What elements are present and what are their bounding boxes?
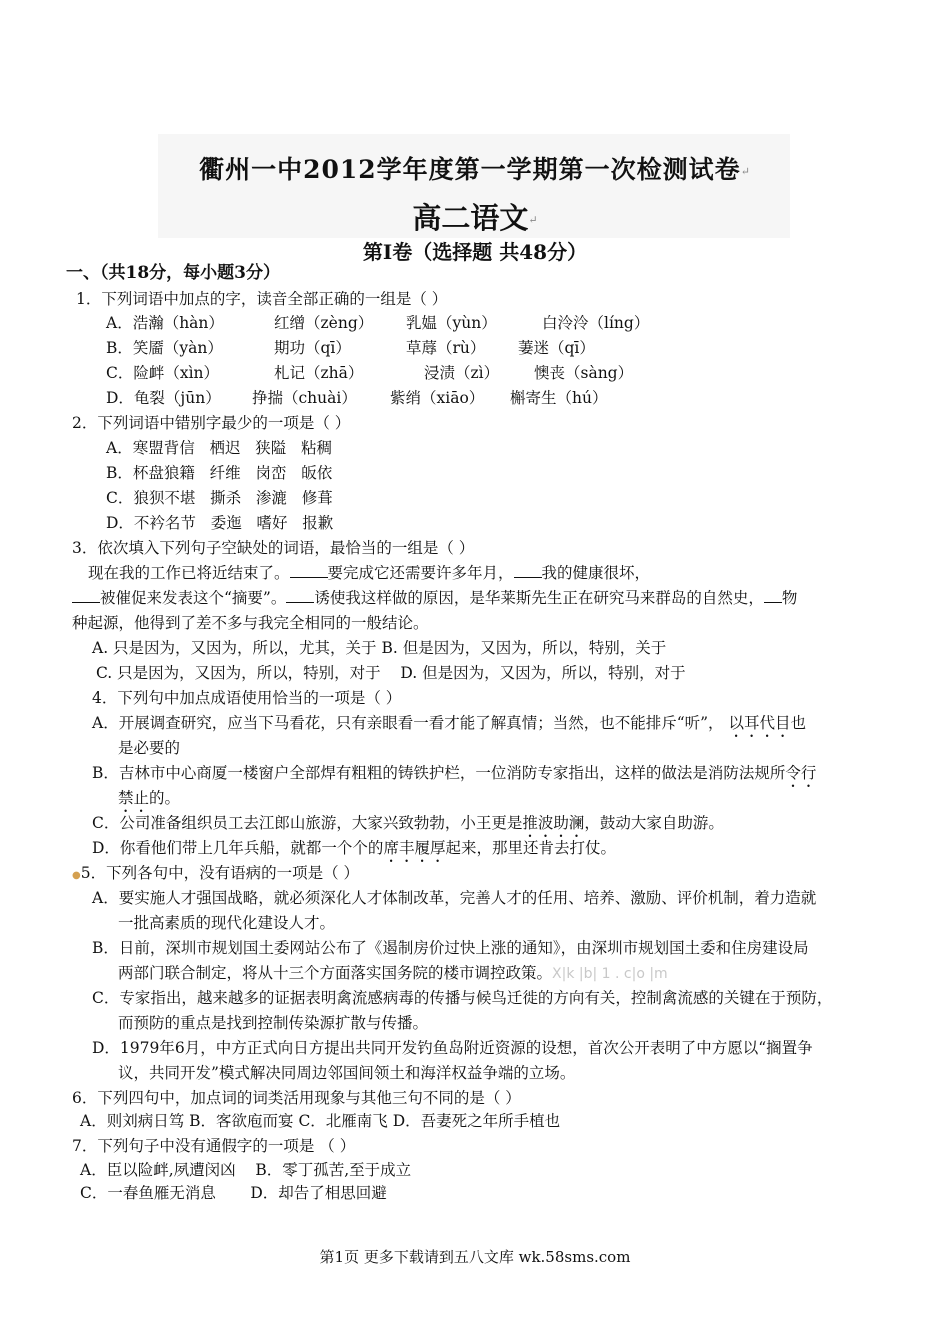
blank-3 (72, 588, 100, 603)
q3-passage-line2: 被催促来发表这个“摘要”。 诱使我这样做的原因，是华莱斯先生正在研究马来群岛的自然史， 物 (72, 587, 797, 609)
q7-stem: 7．下列句子中没有通假字的一项是 （ ） (72, 1137, 356, 1155)
q5-stem: ●5．下列各句中，没有语病的一项是（ ） (72, 864, 360, 882)
q1-option-b: B．笑靥（yàn） 期功（qī） 草蓐（rù） 萋迷（qī） (106, 339, 595, 357)
q1-option-c: C．险衅（xìn） 札记（zhā） 浸渍（zì） 懊丧（sàng） (106, 364, 634, 382)
q3-stem: 3．依次填入下列句子空缺处的词语，最恰当的一组是（ ） (72, 539, 475, 557)
q3-options-ab: A. 只是因为，又因为，所以，尤其，关于 B. 但是因为，又因为，所以，特别，关于 (92, 639, 667, 657)
q5-option-a: A．要实施人才强国战略，就必须深化人才体制改革，完善人才的任用、培养、激励、评价机制，着力造就 (92, 889, 817, 907)
q2-option-c: C．狼狈不堪 撕杀 渗漉 修葺 (106, 489, 333, 507)
q2-option-d: D．不衿名节 委迤 嗜好 报歉 (106, 514, 334, 532)
q5-option-d: D．1979年6月，中方正式向日方提出共同开发钓鱼岛附近资源的设想，首次公开表明了中方愿以“搁置争 (92, 1039, 813, 1057)
q3-passage-line1: 现在我的工作已将近结束了。 要完成它还需要许多年月， 我的健康很坏， (88, 564, 651, 582)
q4-option-d: D．你看他们带上几年兵船，就都一个个的席丰履厚起来，那里还肯去打仗。 (92, 839, 616, 857)
q4-option-b: B．吉林市中心商厦一楼窗户全部焊有粗粗的铸铁护栏，一位消防专家指出，这样的做法是消防法规所令行 (92, 764, 817, 782)
watermark-text: X|k |b| 1 . c|o |m (552, 966, 668, 982)
q4-option-a-cont: 是必要的 (118, 739, 181, 757)
q5-option-b: B．日前，深圳市规划国土委网站公布了《遏制房价过快上涨的通知》，由深圳市规划国土委和住房建设局 (92, 939, 809, 957)
q5-option-a-cont: 一批高素质的现代化建设人才。 (118, 914, 336, 932)
q5-option-b-cont: 两部门联合制定，将从十三个方面落实国务院的楼市调控政策。X|k |b| 1 . c|o |m (118, 964, 668, 982)
exam-title: 衢州一中2012学年度第一学期第一次检测试卷↵ (199, 155, 751, 184)
q1-option-a: A．浩瀚（hàn） 红缯（zèng） 乳媪（yùn） 白泠泠（líng） (106, 314, 650, 332)
q7-options-cd: C．一春鱼雁无消息 D．却告了相思回避 (80, 1184, 387, 1202)
q6-options: A．则刘病日笃 B．客欲庖而宴 C．北雁南飞 D．吾妻死之年所手植也 (80, 1112, 561, 1130)
q2-option-b: B．杯盘狼籍 纤维 岗峦 皈依 (106, 464, 333, 482)
q5-option-c: C．专家指出，越来越多的证据表明禽流感病毒的传播与候鸟迁徙的方向有关，控制禽流感的关键在于预防， (92, 989, 833, 1007)
q3-options-cd: C. 只是因为，又因为，所以，特别，对于 D. 但是因为，又因为，所以，特别，对于 (96, 664, 686, 682)
q7-options-ab: A．臣以险衅,夙遭闵凶 B．零丁孤苦,至于成立 (80, 1161, 412, 1179)
q2-stem: 2．下列词语中错别字最少的一项是（ ） (72, 414, 351, 432)
q6-stem: 6．下列四句中，加点词的词类活用现象与其他三句不同的是（ ） (72, 1089, 521, 1107)
blank-5 (764, 588, 782, 603)
subject-title: 高二语文↵ (412, 201, 538, 235)
q4-stem: 4．下列句中加点成语使用恰当的一项是（ ） (92, 689, 402, 707)
q4-option-b-cont: 禁止的。 (118, 789, 181, 807)
section-heading: 一、（共18分，每小题3分） (66, 263, 280, 283)
q1-option-d: D．龟裂（jūn） 挣揣（chuài） 紫绡（xiāo） 槲寄生（hú） (106, 389, 608, 407)
q4-option-a: A．开展调查研究，应当下马看花，只有亲眼看一看才能了解真情；当然，也不能排斥“听”， 以耳代目也 (92, 714, 807, 732)
blank-4 (286, 588, 314, 603)
blank-2 (514, 563, 542, 578)
q1-stem: 1．下列词语中加点的字，读音全部正确的一组是（ ） (76, 290, 448, 308)
q3-passage-line3: 种起源，他得到了差不多与我完全相同的一般结论。 (72, 614, 429, 632)
part-title: 第Ⅰ卷（选择题 共48分） (362, 240, 588, 264)
q4-option-c: C．公司准备组织员工去江郎山旅游，大家兴致勃勃，小王更是推波助澜，鼓动大家自助游。 (92, 814, 724, 832)
page-footer: 第1页 更多下载请到五八文库 wk.58sms.com (319, 1248, 631, 1266)
blank-1 (290, 563, 328, 578)
q5-option-d-cont: 议，共同开发”模式解决同周边邻国间领土和海洋权益争端的立场。 (118, 1064, 576, 1082)
revision-mark: ● (72, 870, 81, 881)
q2-option-a: A．寒盟背信 栖迟 狭隘 粘稠 (106, 439, 333, 457)
q5-option-c-cont: 而预防的重点是找到控制传染源扩散与传播。 (118, 1014, 429, 1032)
